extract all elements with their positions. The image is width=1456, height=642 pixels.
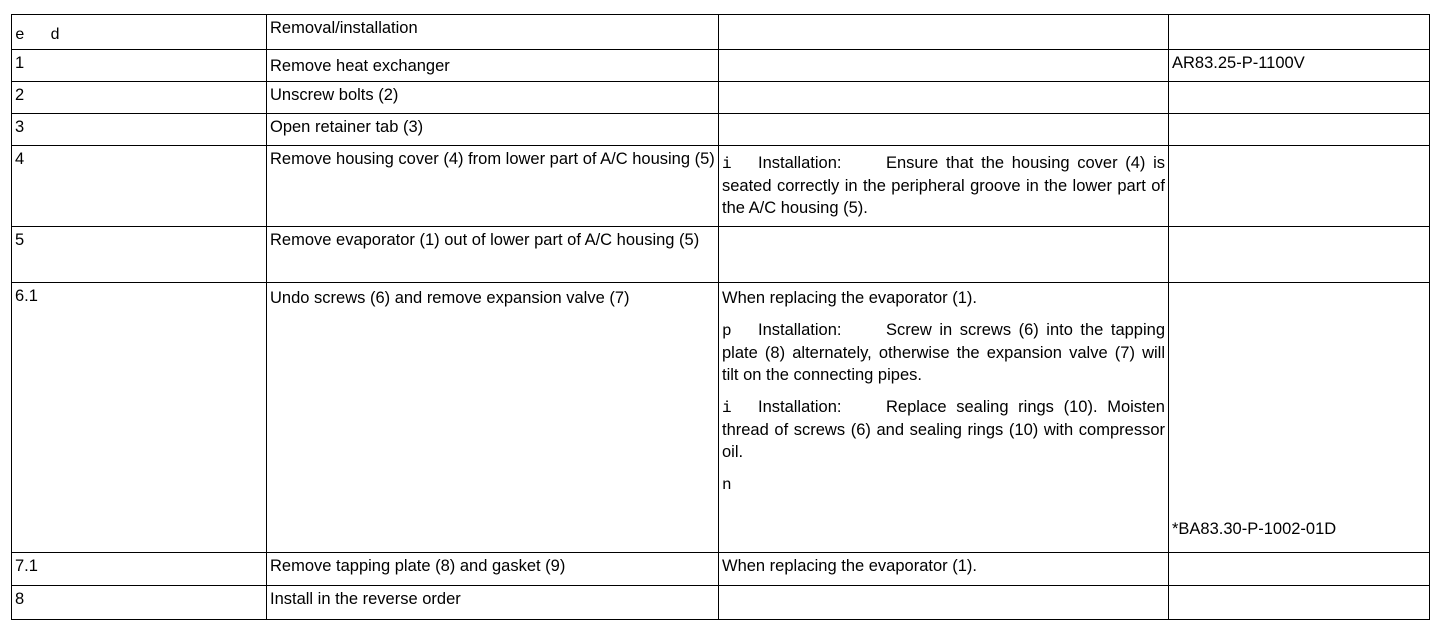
note-label: Installation:: [758, 398, 842, 416]
info-icon: i: [722, 155, 732, 173]
procedure-table: [11, 14, 1430, 620]
step-number: 3: [12, 114, 267, 146]
note-text: Screw in screws (6) into the tapping plate (8) alternately, otherwise the expansion valve (7) will tilt on the connecting pipes.: [722, 321, 1165, 384]
step-action: Unscrew bolts (2): [267, 82, 719, 114]
table-header-row: [12, 15, 1430, 50]
installation-note: [722, 396, 1165, 463]
step-number: 6.1: [12, 283, 267, 553]
step-action: Remove heat exchanger: [267, 50, 719, 82]
step-ref-cell: [1169, 114, 1430, 146]
reference-link[interactable]: AR83.25-P-1100V: [1172, 54, 1305, 72]
tool-note: [722, 473, 1165, 496]
table-row: [12, 553, 1430, 586]
step-note-cell: [719, 586, 1169, 620]
empty-header-cell: [1169, 15, 1430, 50]
note-text: Ensure that the housing cover (4) is seated correctly in the peripheral groove in the lower part of the A/C housing (5).: [722, 154, 1165, 217]
step-note-cell: When replacing the evaporator (1).: [719, 553, 1169, 586]
step-number: 1: [12, 50, 267, 82]
step-action: Undo screws (6) and remove expansion valve (7): [267, 283, 719, 553]
step-ref-cell: [1169, 283, 1430, 553]
condition-text: When replacing the evaporator (1).: [722, 289, 977, 307]
caution-icon: p: [722, 322, 732, 340]
note-label: Installation:: [758, 154, 842, 172]
table-row: [12, 50, 1430, 82]
step-note-cell: [719, 82, 1169, 114]
symbol-header-cell: [12, 15, 267, 50]
header-symbols: e d: [15, 26, 68, 44]
empty-header-cell: [719, 15, 1169, 50]
step-note-cell: [719, 227, 1169, 283]
step-number: 7.1: [12, 553, 267, 586]
installation-note: [722, 152, 1165, 219]
page-title: Removal/installation: [270, 19, 418, 37]
table-row: [12, 146, 1430, 227]
step-ref-cell: [1169, 146, 1430, 227]
step-note-cell: [719, 283, 1169, 553]
step-number: 4: [12, 146, 267, 227]
step-ref-cell: [1169, 82, 1430, 114]
step-note-cell: [719, 114, 1169, 146]
table-row: [12, 82, 1430, 114]
installation-note: [722, 319, 1165, 386]
table-row: [12, 283, 1430, 553]
step-action: Open retainer tab (3): [267, 114, 719, 146]
step-ref-cell: [1169, 227, 1430, 283]
step-ref-cell: [1169, 553, 1430, 586]
step-note-cell: [719, 146, 1169, 227]
step-action: Remove tapping plate (8) and gasket (9): [267, 553, 719, 586]
step-number: 5: [12, 227, 267, 283]
table-row: [12, 114, 1430, 146]
table-row: [12, 227, 1430, 283]
step-number: 8: [12, 586, 267, 620]
table-row: [12, 586, 1430, 620]
step-number: 2: [12, 82, 267, 114]
step-ref-cell: [1169, 586, 1430, 620]
note-label: Installation:: [758, 321, 842, 339]
title-header-cell: [267, 15, 719, 50]
step-action: Remove housing cover (4) from lower part of A/C housing (5): [267, 146, 719, 227]
step-ref-cell: [1169, 50, 1430, 82]
step-action: Remove evaporator (1) out of lower part of A/C housing (5): [267, 227, 719, 283]
step-action: Install in the reverse order: [267, 586, 719, 620]
tool-icon: n: [722, 476, 732, 494]
info-icon: i: [722, 399, 732, 417]
note-text: Replace sealing rings (10). Moisten thread of screws (6) and sealing rings (10) with compressor oil.: [722, 398, 1165, 461]
reference-link[interactable]: *BA83.30-P-1002-01D: [1172, 520, 1337, 538]
step-note-cell: [719, 50, 1169, 82]
